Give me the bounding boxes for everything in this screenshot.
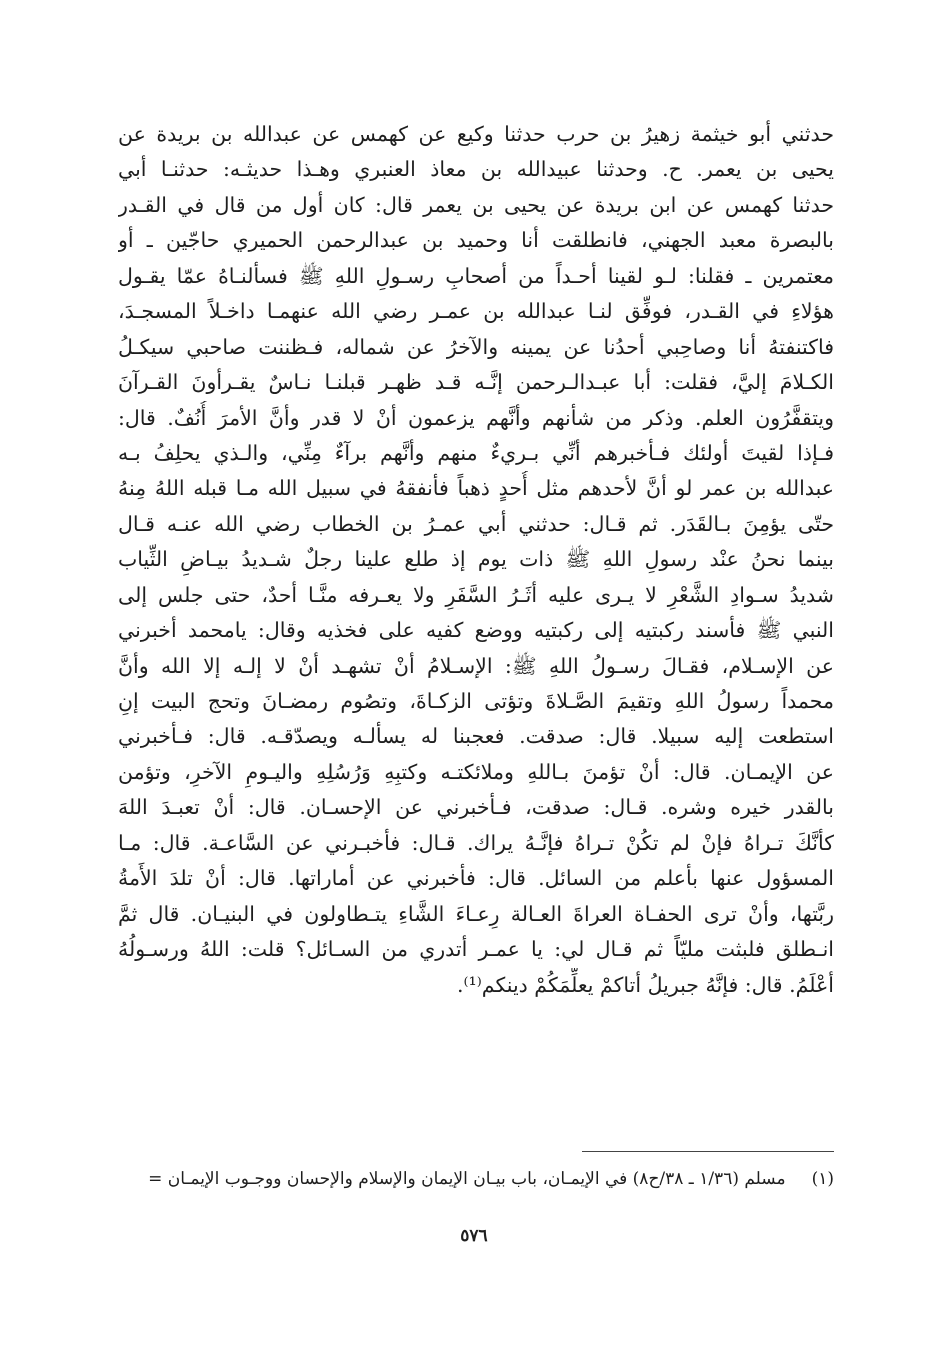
text-line: حتّى يؤمِنَ بـالقَدَر. ثم قـال: حدثني أبي عمـرُ بن الخطاب رضي الله عنـه قـال [118, 511, 834, 536]
text-line: عن الإسـلام، فقـالَ رسـولُ اللهِ ﷺ: الإسـلامُ أنْ تشهـد أنْ لا إلـه إلا الله وأنَّ [118, 653, 834, 678]
text-line: بالبصرة معبد الجهني، فانطلقت أنا وحميد بن عبدالرحمن الحميري حاجّين ـ أو [118, 228, 834, 253]
text-line-last: أعْلَمُ. قال: فإنَّهُ جبريلُ أتاكمْ يعلِّمَكُمْ دينكم⁽¹⁾. [456, 972, 834, 997]
footnote-text: مسلم (١/٣٦ ـ ٣٨/ح٨) في الإيمـان، باب بيـان الإيمان والإسلام والإحسان ووجـوب الإيمـان = [148, 1169, 786, 1189]
text-line: استطعت إليه سبيلا. قال: صدقت. فعجبنا له يسألـه ويصدّقـه. قال: فـأخبرني [118, 724, 834, 749]
text-line: النبي ﷺ فأسند ركبتيه إلى ركبتيه ووضع كفيه على فخذيه وقال: يامحمد أخبرني [118, 618, 834, 643]
text-line: حدثني أبو خيثمة زهيرُ بن حرب حدثنا وكيع عن كهمس عن عبدالله بن بريدة عن [118, 122, 834, 146]
text-line: شديدُ سـوادِ الشَّعْرِ لا يـرى عليه أثَـرُ السَّفَرِ ولا يعـرفه منَّـا أحدٌ، حتى جلس إلى [118, 582, 834, 607]
footnote-separator [582, 1151, 834, 1152]
text-line: فـإذا لقيتَ أولئك فـأخبرهم أنِّي بـريءٌ منهم وأنَّهم برآءٌ مِنِّي، والـذي يحلِفُ بـه [118, 440, 834, 465]
footnote-number: (١) [811, 1169, 834, 1189]
text-line: محمداً رسولُ اللهِ وتقيمَ الصَّـلاةَ وتؤتى الزكـاةَ، وتصُوم رمضـانَ وتحج البيت إنِ [118, 689, 834, 713]
text-line: بالقدر خيره وشره. قـال: صدقت، فـأخبرني عن الإحسـان. قال: أنْ تعبـدَ اللهَ [118, 795, 834, 820]
text-line: انـطلق فلبثت مليّاً ثم قـال لي: يا عمـر أتدري من السـائل؟ قلت: اللهُ ورسـولُهُ [118, 937, 834, 962]
text-line: كأنَّكَ تـراهُ فإنْ لم تكُنْ تـراهُ فإنَّـهُ يراك. قـال: فأخبـرني عن السَّاعـة. قال: مـا [118, 830, 834, 855]
text-line: بينما نحنُ عنْد رسولِ اللهِ ﷺ ذات يوم إذ طلع علينا رجلٌ شـديدُ بيـاضِ الثِّياب [118, 547, 834, 572]
text-line: هؤلاءِ في القـدر، فوفِّق لنـا عبدالله بن عمـر رضي الله عنهمـا داخـلاً المسجـدَ، [118, 299, 834, 324]
text-line: الكـلامَ إليَّ، فقلت: أبا عبـدالـرحمن إنَّـه قـد ظهـر قبلنـا نـاسٌ يقـرأونَ القـرآنَ [118, 370, 834, 395]
main-text-block [118, 117, 834, 1003]
text-line: عبدالله بن عمر لو أنَّ لأحدهم مثل أُحدٍ ذهباً فأنفقهُ في سبيل الله مـا قبله اللهُ مِنهُ [118, 476, 834, 501]
text-line: المسؤول عنها بأعلم من السائل. قال: فأخبرني عن أماراتها. قال: أنْ تلدَ الأَمةُ [118, 866, 834, 891]
text-line: يحيى بن يعمر. ح. وحدثنا عبيدالله بن معاذ العنبري وهـذا حديثـه: حدثنـا أبي [118, 157, 834, 182]
text-line: معتمرين ـ فقلنا: لـو لقينا أحـداً من أصحابِ رسـولِ اللهِ ﷺ فسألنـاهُ عمّا يقـول [118, 263, 834, 288]
text-line: عن الإيمـان. قال: أنْ تؤمنَ بـاللهِ وملائكتـه وكتبِهِ وَرُسُلِهِ واليـومِ الآخرِ، وتؤمن [118, 759, 834, 784]
text-line: حدثنا كهمس عن ابن بريدة عن يحيى بن يعمر قال: كان أول من قال في القـدر [118, 192, 834, 217]
page-number: ٥٧٦ [460, 1226, 488, 1246]
text-line: فاكتنفتهُ أنا وصاحِبي أحدُنا عن يمينه والآخرُ عن شماله، فـظننت صاحبي سيكـلُ [118, 334, 834, 359]
text-line: ربَّتها، وأنْ ترى الحفـاة العراةَ العـالة رِعـاءَ الشَّاءِ يتـطاولون في البنيـان. قال ثمَّ [118, 901, 834, 926]
text-line: ويتقفَّرُون العلم. وذكر من شأنهم وأنَّهم يزعمون أنْ لا قدر وأنَّ الأمرَ أُنُفٌ. قال: [118, 405, 834, 430]
footnote [118, 1164, 834, 1194]
